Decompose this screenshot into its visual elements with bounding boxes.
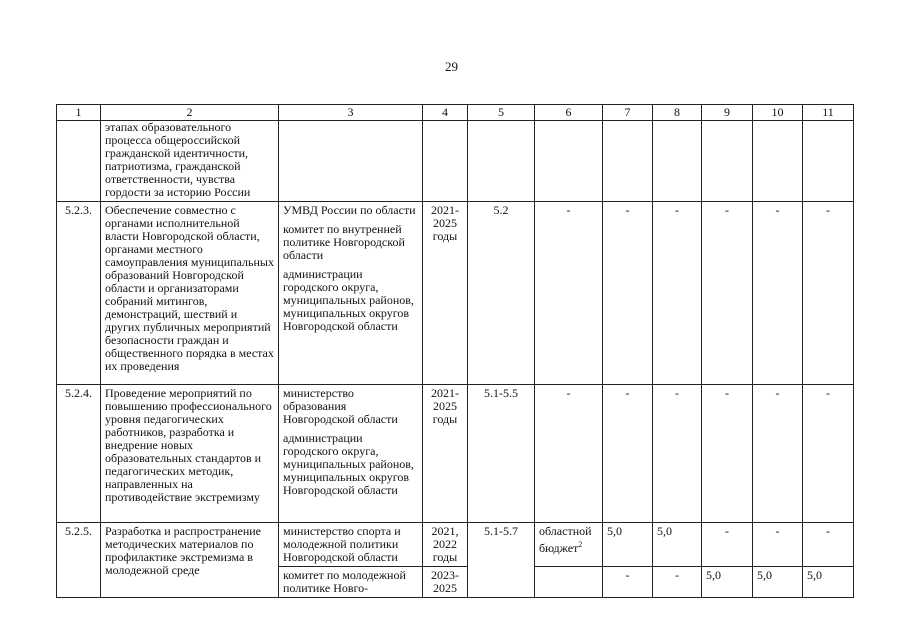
table-row — [57, 523, 854, 567]
value-cell: - — [653, 385, 702, 523]
value-cell: - — [803, 523, 854, 567]
executor: администрации городского округа, муниципальных районов, муниципальных округов Новгородской области — [283, 267, 414, 333]
value-cell — [702, 121, 753, 202]
table-row — [57, 121, 854, 202]
years: 2021-2025 годы — [423, 202, 468, 385]
table-row — [57, 202, 854, 385]
target-cell — [468, 121, 535, 202]
funding-source — [535, 523, 603, 567]
value-cell: - — [603, 202, 653, 385]
executor: администрации городского округа, муниципальных районов, муниципальных округов Новгородской области — [283, 431, 414, 497]
value-cell: 5,0 — [603, 523, 653, 567]
value-cell: 5,0 — [803, 567, 854, 598]
executor: УМВД России по области — [283, 203, 416, 217]
executor-cell — [279, 121, 423, 202]
item-number: 5.2.3. — [57, 202, 101, 385]
executor: комитет по внутренней политике Новгородской области — [283, 222, 405, 262]
value-cell: 5,0 — [753, 567, 803, 598]
page-number: 29 — [445, 59, 458, 74]
measure-text: Обеспечение совместно с органами исполнительной власти Новгородской области, органами местного самоуправления муниципальных образований Новгородской области и организаторами собраний митингов, демонстраций, шествий и других публичных мероприятий безопасности граждан и общественного порядка в местах их проведения — [101, 202, 279, 385]
footnote-marker: 2 — [578, 540, 583, 549]
value-cell: - — [653, 567, 702, 598]
funding-source: - — [535, 202, 603, 385]
value-cell: 5,0 — [653, 523, 702, 567]
executor-cell — [279, 385, 423, 523]
value-cell: 5,0 — [702, 567, 753, 598]
header-cell: 8 — [653, 105, 702, 121]
executor: комитет по молодежной политике Новго- — [279, 567, 423, 598]
executor-cell — [279, 202, 423, 385]
funding-source-text: областной бюджет — [539, 524, 592, 555]
value-cell: - — [603, 567, 653, 598]
years: 2021, 2022 годы — [423, 523, 468, 567]
header-cell: 10 — [753, 105, 803, 121]
value-cell: - — [753, 385, 803, 523]
measures-table — [56, 104, 854, 598]
target-indicator: 5.1-5.7 — [468, 523, 535, 598]
header-cell: 4 — [423, 105, 468, 121]
table-row — [57, 385, 854, 523]
value-cell — [753, 121, 803, 202]
header-cell: 7 — [603, 105, 653, 121]
funding-source: - — [535, 385, 603, 523]
value-cell: - — [803, 202, 854, 385]
header-row — [57, 105, 854, 121]
years: 2021-2025 годы — [423, 385, 468, 523]
value-cell — [653, 121, 702, 202]
target-indicator: 5.2 — [468, 202, 535, 385]
value-cell: - — [603, 385, 653, 523]
header-cell: 5 — [468, 105, 535, 121]
funding-source — [535, 567, 603, 598]
measure-text: Проведение мероприятий по повышению профессионального уровня педагогических работников, разработка и внедрение новых образовательных стандартов и педагогических методик, направленных на противодействие экстремизму — [101, 385, 279, 523]
value-cell — [803, 121, 854, 202]
header-cell: 3 — [279, 105, 423, 121]
executor: министерство спорта и молодежной политики Новгородской области — [279, 523, 423, 567]
item-number-cell — [57, 121, 101, 202]
value-cell: - — [653, 202, 702, 385]
executor: министерство образования Новгородской области — [283, 386, 398, 426]
value-cell: - — [702, 523, 753, 567]
value-cell: - — [702, 385, 753, 523]
value-cell: - — [753, 523, 803, 567]
years-cell — [423, 121, 468, 202]
source-cell — [535, 121, 603, 202]
item-number: 5.2.4. — [57, 385, 101, 523]
header-cell: 1 — [57, 105, 101, 121]
measure-text: этапах образовательного процесса общероссийской гражданской идентичности, патриотизма, гражданской ответственности, чувства гордости за историю России — [101, 121, 279, 202]
value-cell: - — [702, 202, 753, 385]
measure-text: Разработка и распространение методических материалов по профилактике экстремизма в молодежной среде — [101, 523, 279, 598]
header-cell: 6 — [535, 105, 603, 121]
header-cell: 2 — [101, 105, 279, 121]
header-cell: 11 — [803, 105, 854, 121]
target-indicator: 5.1-5.5 — [468, 385, 535, 523]
value-cell: - — [803, 385, 854, 523]
header-cell: 9 — [702, 105, 753, 121]
value-cell: - — [753, 202, 803, 385]
value-cell — [603, 121, 653, 202]
years: 2023-2025 — [423, 567, 468, 598]
item-number: 5.2.5. — [57, 523, 101, 598]
